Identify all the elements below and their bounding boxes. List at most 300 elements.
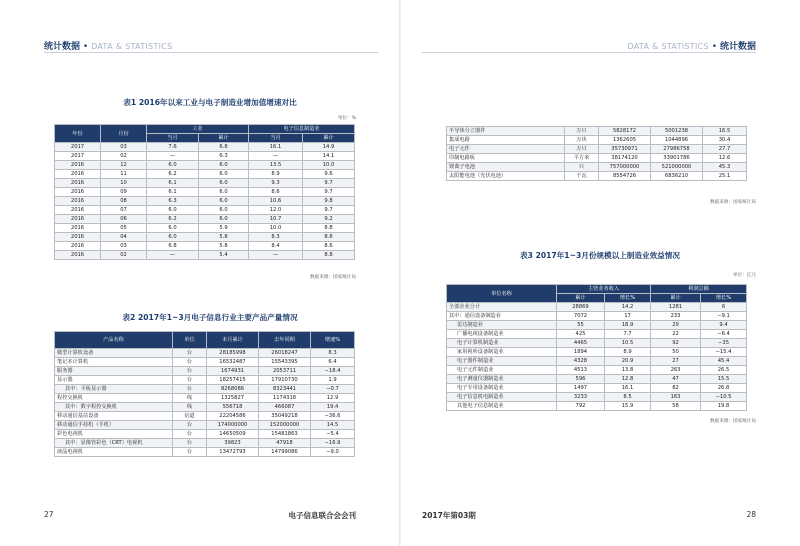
table-cell: 02	[101, 251, 147, 260]
table-cell: −10.5	[701, 393, 747, 402]
table-cell: 广播电视设备制造业	[447, 330, 557, 339]
table-cell: 26018247	[259, 349, 311, 358]
table-cell: 2016	[55, 179, 101, 188]
table-cell: 10.0	[249, 224, 303, 233]
table-cell: —	[249, 152, 303, 161]
table1-source: 数据来源：国家统计局	[310, 275, 356, 280]
table-cell: 5.8	[199, 233, 249, 242]
table-row	[55, 394, 355, 403]
table-cell: 8.8	[303, 251, 355, 260]
table3-source: 数据来源：国家统计局	[710, 419, 756, 424]
table1-unit: 单位：%	[337, 116, 356, 121]
table-cell: 1497	[557, 384, 605, 393]
table-row	[55, 152, 355, 161]
table-cell: 82	[651, 384, 701, 393]
table-row	[447, 357, 747, 366]
table-cell: 13472793	[207, 448, 259, 457]
table-cell: 556718	[207, 403, 259, 412]
table-cell: 6	[701, 303, 747, 312]
table-cell: 10.7	[249, 215, 303, 224]
table-cell: 6.3	[199, 152, 249, 161]
table2-header-unit: 单位	[173, 332, 207, 349]
table-cell: 14.5	[311, 421, 355, 430]
table-cell: 9.7	[303, 179, 355, 188]
table1-header-year: 年份	[55, 125, 101, 143]
table-row	[55, 251, 355, 260]
table3	[446, 284, 747, 411]
table-cell: 45.3	[703, 163, 747, 172]
table-cell: 信道	[173, 412, 207, 421]
table-cell: 电子计算机制造业	[447, 339, 557, 348]
table-cell: 2053711	[259, 367, 311, 376]
table-cell: 6.8	[147, 242, 199, 251]
table-cell: 6.4	[311, 358, 355, 367]
table-cell: 2016	[55, 188, 101, 197]
table3-header-name: 单位名称	[447, 285, 557, 303]
table3-header-rev-cumulative: 累计	[557, 294, 605, 303]
table-cell: 电子器件制造业	[447, 357, 557, 366]
table3-header-profit: 利润总额	[651, 285, 747, 294]
table-cell: 17	[605, 312, 651, 321]
table-cell: 微型计算机设备	[55, 349, 173, 358]
table-cell: 04	[101, 233, 147, 242]
table-cell: 6836210	[651, 172, 703, 181]
table-row	[447, 330, 747, 339]
table-cell: 20.9	[605, 357, 651, 366]
table-cell: 2016	[55, 242, 101, 251]
table-cell: 其中：平板显示器	[55, 385, 173, 394]
left-footer-title: 电子信息联合会会刊	[288, 511, 356, 520]
table-cell: 5001238	[651, 127, 703, 136]
table-cell: 只	[565, 163, 599, 172]
table-cell: −36.6	[311, 412, 355, 421]
table-cell: 8.3	[311, 349, 355, 358]
table-row	[55, 448, 355, 457]
table3-header-rev-growth: 增长%	[605, 294, 651, 303]
table-row	[55, 242, 355, 251]
table2-continued	[446, 126, 747, 181]
table-row	[447, 154, 747, 163]
table-cell: 12.0	[249, 206, 303, 215]
table-cell: 07	[101, 206, 147, 215]
table-cell: 电子元件制造业	[447, 366, 557, 375]
table-cell: 8.3	[249, 233, 303, 242]
table-cell: 12	[101, 161, 147, 170]
table-cell: 12.9	[311, 394, 355, 403]
right-footer-issue: 2017年第03期	[422, 511, 476, 520]
table3-unit: 单位：亿元	[733, 273, 756, 278]
table-cell: 半导体分立器件	[447, 127, 565, 136]
table-cell: 33901786	[651, 154, 703, 163]
table-row	[55, 215, 355, 224]
table-cell: 6.0	[199, 188, 249, 197]
table1-header-ele-cumulative: 累计	[303, 134, 355, 143]
table-cell: 14650509	[207, 430, 259, 439]
table-cell: 6.0	[199, 206, 249, 215]
table-cell: 8.6	[303, 233, 355, 242]
table-row	[55, 403, 355, 412]
table-cell: 万只	[565, 127, 599, 136]
table-cell: —	[249, 251, 303, 260]
table-cell: −9.0	[311, 448, 355, 457]
table-cell: 7.6	[147, 143, 199, 152]
table-row	[447, 321, 747, 330]
table-cell: 5.8	[199, 242, 249, 251]
table-row	[55, 358, 355, 367]
table-cell: 14.1	[303, 152, 355, 161]
table3-header-pro-cumulative: 累计	[651, 294, 701, 303]
table-cell: 液晶电视机	[55, 448, 173, 457]
table-cell: 22204586	[207, 412, 259, 421]
table-cell: −18.4	[311, 367, 355, 376]
table-cell: 线	[173, 394, 207, 403]
table-cell: 792	[557, 402, 605, 411]
table-cell: —	[147, 251, 199, 260]
table-row	[55, 430, 355, 439]
table-cell: 10.5	[605, 339, 651, 348]
table-row	[447, 145, 747, 154]
table-row	[447, 172, 747, 181]
table-cell: 6.0	[147, 224, 199, 233]
table-row	[55, 349, 355, 358]
table-cell: 6.1	[147, 179, 199, 188]
table-cell: 6.2	[147, 170, 199, 179]
table-cell: 35049218	[259, 412, 311, 421]
table-cell: 11	[101, 170, 147, 179]
table-cell: 集成电路	[447, 136, 565, 145]
table-cell: 显示器	[55, 376, 173, 385]
table-cell: 8.9	[605, 348, 651, 357]
table-row	[55, 421, 355, 430]
table3-header-pro-growth: 增长%	[701, 294, 747, 303]
table-cell: 521000000	[651, 163, 703, 172]
table-cell: 19.8	[701, 402, 747, 411]
table-cell: 万块	[565, 136, 599, 145]
table-cell: 其中：数字程控交换机	[55, 403, 173, 412]
table-row	[55, 412, 355, 421]
table-cell: 29	[651, 321, 701, 330]
table-cell: 14799086	[259, 448, 311, 457]
table-cell: 电子元件	[447, 145, 565, 154]
table-cell: 台	[173, 376, 207, 385]
table-cell: 7072	[557, 312, 605, 321]
table3-body	[447, 303, 747, 411]
table-cell: 55	[557, 321, 605, 330]
table-cell: −0.7	[311, 385, 355, 394]
table-cell: 18257415	[207, 376, 259, 385]
table-cell: 06	[101, 215, 147, 224]
table-row	[55, 224, 355, 233]
table-cell: 移动通信手持机（手机）	[55, 421, 173, 430]
table-cell: 其中：通信设备制造业	[447, 312, 557, 321]
left-header-en: DATA & STATISTICS	[91, 42, 173, 51]
table1-header-electronics: 电子信息制造业	[249, 125, 355, 134]
table-cell: 263	[651, 366, 701, 375]
table-cell: 6.0	[199, 215, 249, 224]
table-cell: 线	[173, 403, 207, 412]
table-cell: 1362605	[599, 136, 651, 145]
table-cell: 16.1	[605, 384, 651, 393]
table-cell: 2016	[55, 206, 101, 215]
table2-source: 数据来源：国家统计局	[710, 200, 756, 205]
table-row	[55, 385, 355, 394]
table2-continued-body	[447, 127, 747, 181]
table1-caption: 表1 2016年以来工业与电子制造业增加值增速对比	[123, 98, 297, 107]
table-cell: 2017	[55, 143, 101, 152]
table-cell: 全部企业合计	[447, 303, 557, 312]
table-cell: 08	[101, 197, 147, 206]
table-cell: 47918	[259, 439, 311, 448]
table-row	[55, 161, 355, 170]
table-cell: 电子测量仪器制造业	[447, 375, 557, 384]
table-cell: 1281	[651, 303, 701, 312]
table-cell: 2016	[55, 233, 101, 242]
table-cell: 2016	[55, 224, 101, 233]
table-row	[447, 163, 747, 172]
table-cell: 27.7	[703, 145, 747, 154]
table-cell: 15543395	[259, 358, 311, 367]
table-cell: 47	[651, 375, 701, 384]
table-cell: 15481863	[259, 430, 311, 439]
table-row	[55, 439, 355, 448]
table-row	[447, 375, 747, 384]
table-cell: 雷达制造业	[447, 321, 557, 330]
table2-header-name: 产品名称	[55, 332, 173, 349]
table-cell: 163	[651, 393, 701, 402]
table-row	[55, 197, 355, 206]
table-cell: 13.5	[249, 161, 303, 170]
table-cell: 程控交换机	[55, 394, 173, 403]
table-cell: 锂离子电池	[447, 163, 565, 172]
table-cell: 28185998	[207, 349, 259, 358]
table-cell: 2016	[55, 161, 101, 170]
table-cell: 5.9	[199, 224, 249, 233]
table-row	[447, 339, 747, 348]
table-row	[447, 366, 747, 375]
table-cell: 服务器	[55, 367, 173, 376]
right-header-rule	[422, 52, 756, 53]
table-row	[447, 127, 747, 136]
table-cell: 152000000	[259, 421, 311, 430]
table-cell: 8.9	[249, 170, 303, 179]
table-cell: −35	[701, 339, 747, 348]
table1-header-ind-cumulative: 累计	[199, 134, 249, 143]
table-cell: 其他电子信息制造业	[447, 402, 557, 411]
table-cell: 6.0	[147, 233, 199, 242]
table-cell: 8268086	[207, 385, 259, 394]
table-cell: 8.4	[249, 242, 303, 251]
table-cell: 14.2	[605, 303, 651, 312]
table-cell: 8.8	[303, 224, 355, 233]
table3-header-revenue: 主营业务收入	[557, 285, 651, 294]
table-cell: 台	[173, 439, 207, 448]
table-cell: 9.6	[303, 170, 355, 179]
table-cell: 6.0	[199, 170, 249, 179]
table-cell: 6.0	[147, 206, 199, 215]
table-cell: 16532487	[207, 358, 259, 367]
table-cell: 9.7	[303, 206, 355, 215]
table-cell: 12.6	[703, 154, 747, 163]
table-cell: 2016	[55, 170, 101, 179]
table-cell: 15.9	[605, 402, 651, 411]
table-cell: 09	[101, 188, 147, 197]
table-cell: 平方米	[565, 154, 599, 163]
table-cell: 12.8	[605, 375, 651, 384]
table-cell: 02	[101, 152, 147, 161]
table-cell: 台	[173, 349, 207, 358]
table-cell: 电子专用设备制造业	[447, 384, 557, 393]
table-row	[447, 303, 747, 312]
table-cell: 6.0	[147, 161, 199, 170]
table-cell: 233	[651, 312, 701, 321]
table-cell: 6.0	[199, 161, 249, 170]
table-cell: 596	[557, 375, 605, 384]
table-row	[55, 143, 355, 152]
table-cell: 58	[651, 402, 701, 411]
table2-body	[55, 349, 355, 457]
table-cell: 17910730	[259, 376, 311, 385]
right-header-cn: 统计数据	[719, 42, 756, 52]
table-row	[55, 206, 355, 215]
right-header-bullet: •	[711, 42, 718, 52]
table-cell: 1044896	[651, 136, 703, 145]
table1-header-ele-current: 当月	[249, 134, 303, 143]
table-cell: 19.4	[311, 403, 355, 412]
table-cell: 25.1	[703, 172, 747, 181]
table-cell: 10.0	[303, 161, 355, 170]
table-cell: 台	[173, 367, 207, 376]
table-cell: 92	[651, 339, 701, 348]
table-cell: 18.9	[605, 321, 651, 330]
table-cell: 6.3	[147, 197, 199, 206]
table-cell: 台	[173, 448, 207, 457]
table-cell: 4328	[557, 357, 605, 366]
table-row	[447, 312, 747, 321]
table-cell: 彩色电视机	[55, 430, 173, 439]
table-cell: 6.0	[199, 179, 249, 188]
table-cell: 1674931	[207, 367, 259, 376]
table-cell: 14.9	[303, 143, 355, 152]
table-cell: 5.4	[199, 251, 249, 260]
table-cell: 466087	[259, 403, 311, 412]
table-cell: 174000000	[207, 421, 259, 430]
table-cell: 16.1	[249, 143, 303, 152]
table-row	[55, 179, 355, 188]
table-cell: 03	[101, 242, 147, 251]
table-row	[55, 367, 355, 376]
table-cell: 6.1	[147, 188, 199, 197]
table-cell: 9.3	[249, 179, 303, 188]
table-cell: 9.8	[303, 197, 355, 206]
table-cell: 757000000	[599, 163, 651, 172]
table-cell: 9.7	[303, 188, 355, 197]
table-cell: 27	[651, 357, 701, 366]
left-running-header	[44, 39, 173, 52]
table-cell: 8.5	[605, 393, 651, 402]
table-cell: 台	[173, 385, 207, 394]
table-cell: 9.2	[303, 215, 355, 224]
table-cell: 28869	[557, 303, 605, 312]
table-cell: 38174120	[599, 154, 651, 163]
table-cell: 台	[173, 421, 207, 430]
table-cell: 家用视听设备制造业	[447, 348, 557, 357]
table-cell: 5828172	[599, 127, 651, 136]
table-cell: −15.4	[701, 348, 747, 357]
table-cell: 10.6	[249, 197, 303, 206]
table-cell: 22	[651, 330, 701, 339]
table-cell: 10	[101, 179, 147, 188]
table1-header-industry: 工业	[147, 125, 249, 134]
table-cell: 移动通信基站设备	[55, 412, 173, 421]
table-cell: 1174318	[259, 394, 311, 403]
table-cell: 太阳能电池（光伏电池）	[447, 172, 565, 181]
table-cell: 30.4	[703, 136, 747, 145]
table-cell: 笔记本计算机	[55, 358, 173, 367]
table-cell: 4465	[557, 339, 605, 348]
table-row	[55, 233, 355, 242]
table-cell: 26.8	[701, 384, 747, 393]
table-cell: 35730971	[599, 145, 651, 154]
table-cell: 50	[651, 348, 701, 357]
left-header-cn: 统计数据	[44, 42, 81, 52]
table-cell: 45.4	[701, 357, 747, 366]
right-running-header	[627, 39, 756, 52]
table-cell: 15.5	[701, 375, 747, 384]
table-cell: 电子信息机电制造业	[447, 393, 557, 402]
table-row	[447, 136, 747, 145]
table-cell: 03	[101, 143, 147, 152]
table3-caption: 表3 2017年1~3月份规模以上制造业效益情况	[520, 251, 680, 260]
table2-header-growth: 增速%	[311, 332, 355, 349]
table-cell: −9.1	[701, 312, 747, 321]
table-cell: −5.4	[311, 430, 355, 439]
table1-body	[55, 143, 355, 260]
table-cell: 26.5	[701, 366, 747, 375]
table-row	[55, 188, 355, 197]
table-cell: 1.9	[311, 376, 355, 385]
table-row	[55, 376, 355, 385]
table-cell: 05	[101, 224, 147, 233]
table-cell: 2016	[55, 215, 101, 224]
table-cell: 8323441	[259, 385, 311, 394]
table-cell: 8554726	[599, 172, 651, 181]
table2-caption: 表2 2017年1~3月电子信息行业主要产品产量情况	[122, 313, 298, 322]
table-cell: 27986758	[651, 145, 703, 154]
table-cell: 39823	[207, 439, 259, 448]
table-cell: 3233	[557, 393, 605, 402]
table-cell: −6.4	[701, 330, 747, 339]
table1-header-ind-current: 当月	[147, 134, 199, 143]
table-cell: 千瓦	[565, 172, 599, 181]
table-cell: 其中：显像管彩色（CRT）电视机	[55, 439, 173, 448]
right-page-number: 28	[746, 510, 756, 519]
table-row	[55, 170, 355, 179]
table-cell: −16.9	[311, 439, 355, 448]
table-cell: 7.7	[605, 330, 651, 339]
table1	[54, 124, 355, 260]
table1-header-month: 月份	[101, 125, 147, 143]
table2	[54, 331, 355, 457]
table-cell: 6.2	[147, 215, 199, 224]
right-page	[400, 0, 800, 546]
table-cell: 4513	[557, 366, 605, 375]
table-cell: 2017	[55, 152, 101, 161]
left-header-rule	[44, 52, 378, 53]
left-page-number: 27	[44, 510, 54, 519]
table-row	[447, 348, 747, 357]
table-cell: 8.6	[303, 242, 355, 251]
table-cell: 6.0	[199, 197, 249, 206]
